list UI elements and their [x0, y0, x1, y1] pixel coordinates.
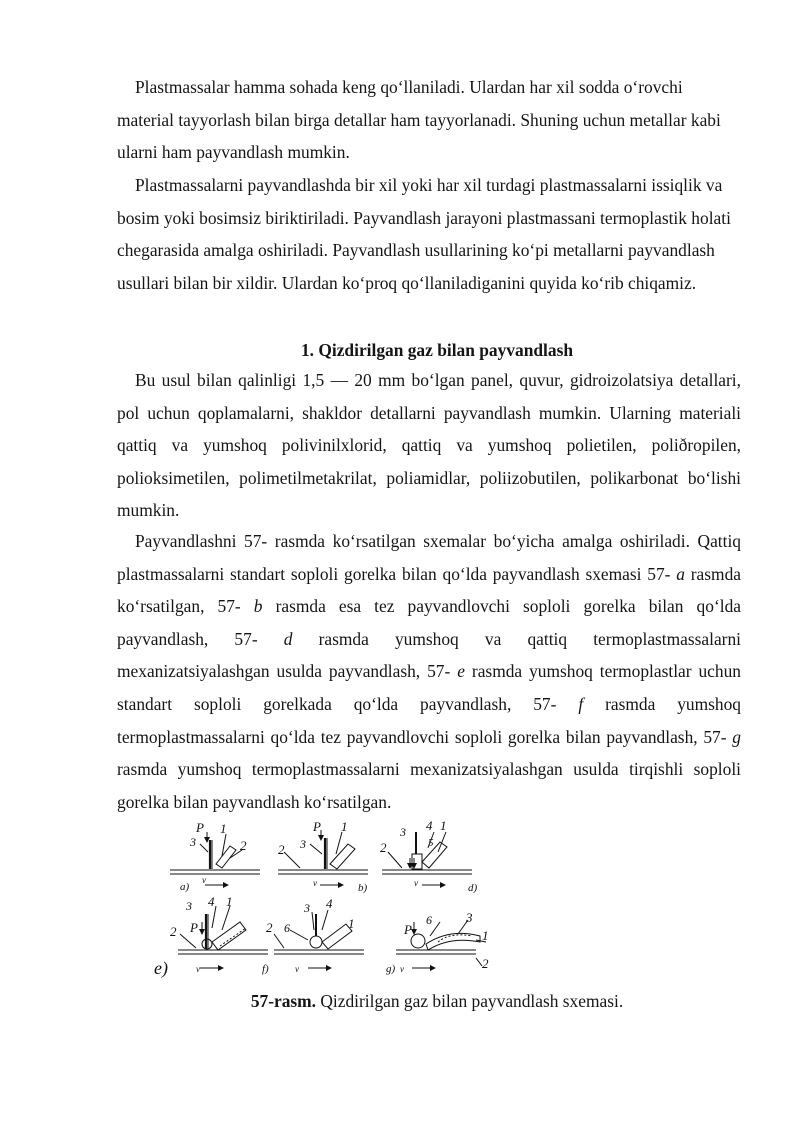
label-2: 2 — [380, 840, 387, 855]
velocity-label: v — [400, 964, 404, 974]
paragraph-text-span: rasmda yumshoq va qattiq termoplastmassalarni mexanizatsiyalashgan usulda payvandlash, 57- — [117, 628, 742, 682]
scheme-a — [170, 832, 260, 885]
paragraph-plastics-welding: Plastmassalarni payvandlashda bir xil yoki har xil turdagi plastmassalarni issiqlik va bosim yoki bosimsiz biriktiriladi. Payvandlash jarayoni plastmassani termoplastik holati chegarasida amalga oshiriladi. Payvandlash usullarining ko‘pi metallarni payvandlash usullari bilan bir xildir. Ulardan ko‘proq qo‘llaniladiganini quyida ko‘rib chiqamiz. — [117, 175, 731, 293]
label-2: 2 — [482, 956, 489, 971]
paragraph-text-span: Payvandlashni 57- rasmda ko‘rsatilgan sxemalar bo‘yicha amalga oshiriladi. Qattiq plastmassalarni standart soploli gorelka bilan qo‘lda payvandlash sxemasi 57- — [117, 531, 741, 584]
velocity-label: v — [202, 875, 206, 885]
label-1: 1 — [440, 818, 447, 833]
label-2: 2 — [170, 924, 177, 939]
figure-caption — [117, 986, 757, 1016]
fig-ref-f: f — [578, 693, 584, 714]
label-6: 6 — [284, 921, 290, 935]
label-1: 1 — [226, 894, 233, 909]
paragraph-schemes — [117, 525, 741, 818]
label-4: 4 — [426, 818, 433, 833]
scheme-d — [382, 832, 472, 885]
label-force: P — [404, 922, 412, 937]
paragraph-intro: Plastmassalar hamma sohada keng qo‘llaniladi. Ulardan har xil sodda o‘rovchi material tayyorlash bilan birga detallar ham tayyorlanadi. Shuning uchun metallar kabi ularni ham payvandlash mumkin. — [117, 77, 721, 163]
label-2: 2 — [240, 838, 247, 853]
paragraph-text-span: rasmda yumshoq termoplastmassalarni mexanizatsiyalashgan usulda tirqishli soploli gorelka bilan payvandlash ko‘rsatilgan. — [117, 759, 741, 812]
panel-label-a: a) — [180, 881, 190, 893]
label-3: 3 — [186, 899, 192, 913]
panel-label-d: d) — [468, 882, 478, 894]
velocity-label: v — [295, 964, 299, 974]
paragraph-text-span: rasmda esa tez payvandlovchi soploli gorelka bilan qo‘lda payvandlash, 57- — [117, 596, 741, 649]
panel-label-f: f) — [262, 963, 269, 975]
label-1: 1 — [482, 928, 489, 943]
label-force: P — [196, 820, 204, 835]
fig-ref-e: e — [457, 661, 465, 682]
section-heading: 1. Qizdirilgan gaz bilan payvandlash — [300, 340, 574, 360]
label-5: 5 — [428, 837, 434, 849]
panel-label-e: e) — [154, 958, 168, 978]
caption-number: 57-rasm. — [250, 991, 317, 1011]
paragraph-text-span: rasmda ko‘rsatilgan, 57- — [117, 563, 741, 617]
label-force: P — [313, 819, 321, 834]
welding-schemes-diagram — [150, 818, 510, 982]
panel-label-b: b) — [358, 882, 368, 894]
velocity-label: v — [414, 878, 418, 888]
velocity-label: v — [313, 878, 317, 888]
label-3: 3 — [190, 835, 196, 849]
label-4: 4 — [208, 894, 215, 909]
label-3: 3 — [466, 910, 473, 925]
fig-ref-a: a — [676, 563, 685, 584]
fig-ref-g: g — [732, 726, 741, 747]
label-3: 3 — [400, 825, 406, 839]
label-2: 2 — [278, 842, 285, 857]
label-3: 3 — [300, 837, 306, 851]
paragraph-materials: Bu usul bilan qalinligi 1,5 — 20 mm bo‘lgan panel, quvur, gidroizolatsiya detallari, pol uchun qoplamalarni, shakldor detallarni payvandlash mumkin. Ularning materiali qattiq va yumshoq polivinilxlorid, qattiq va yumshoq polietilen, poliðropilen, polioksimetilen, polimetilmetakrilat, poliamidlar, poliizobutilen, polikarbonat bo‘lishi mumkin. — [117, 370, 741, 521]
label-force: P — [190, 920, 198, 935]
label-3: 3 — [304, 901, 310, 915]
label-4: 4 — [326, 896, 333, 911]
fig-ref-b: b — [253, 596, 263, 617]
caption-text: Qizdirilgan gaz bilan payvandlash sxemasi. — [316, 991, 624, 1011]
paragraph-text-span: rasmda yumshoq termoplastlar uchun standart soploli gorelkada qo‘lda payvandlash, 57- — [117, 661, 741, 714]
velocity-label: v — [196, 964, 200, 974]
welding-schemes-figure — [150, 818, 510, 982]
fig-ref-d: d — [283, 628, 293, 649]
scheme-b — [278, 830, 368, 885]
scheme-e — [178, 906, 268, 968]
label-1: 1 — [220, 821, 227, 836]
label-1: 1 — [348, 916, 355, 931]
panel-label-g: g) — [386, 963, 396, 975]
label-1: 1 — [341, 819, 348, 834]
label-2: 2 — [266, 920, 273, 935]
label-6: 6 — [426, 913, 432, 927]
paragraph-text-span: rasmda yumshoq termoplastmassalarni qo‘lda tez payvandlovchi soploli gorelka bilan payvandlash, 57- — [117, 693, 742, 747]
